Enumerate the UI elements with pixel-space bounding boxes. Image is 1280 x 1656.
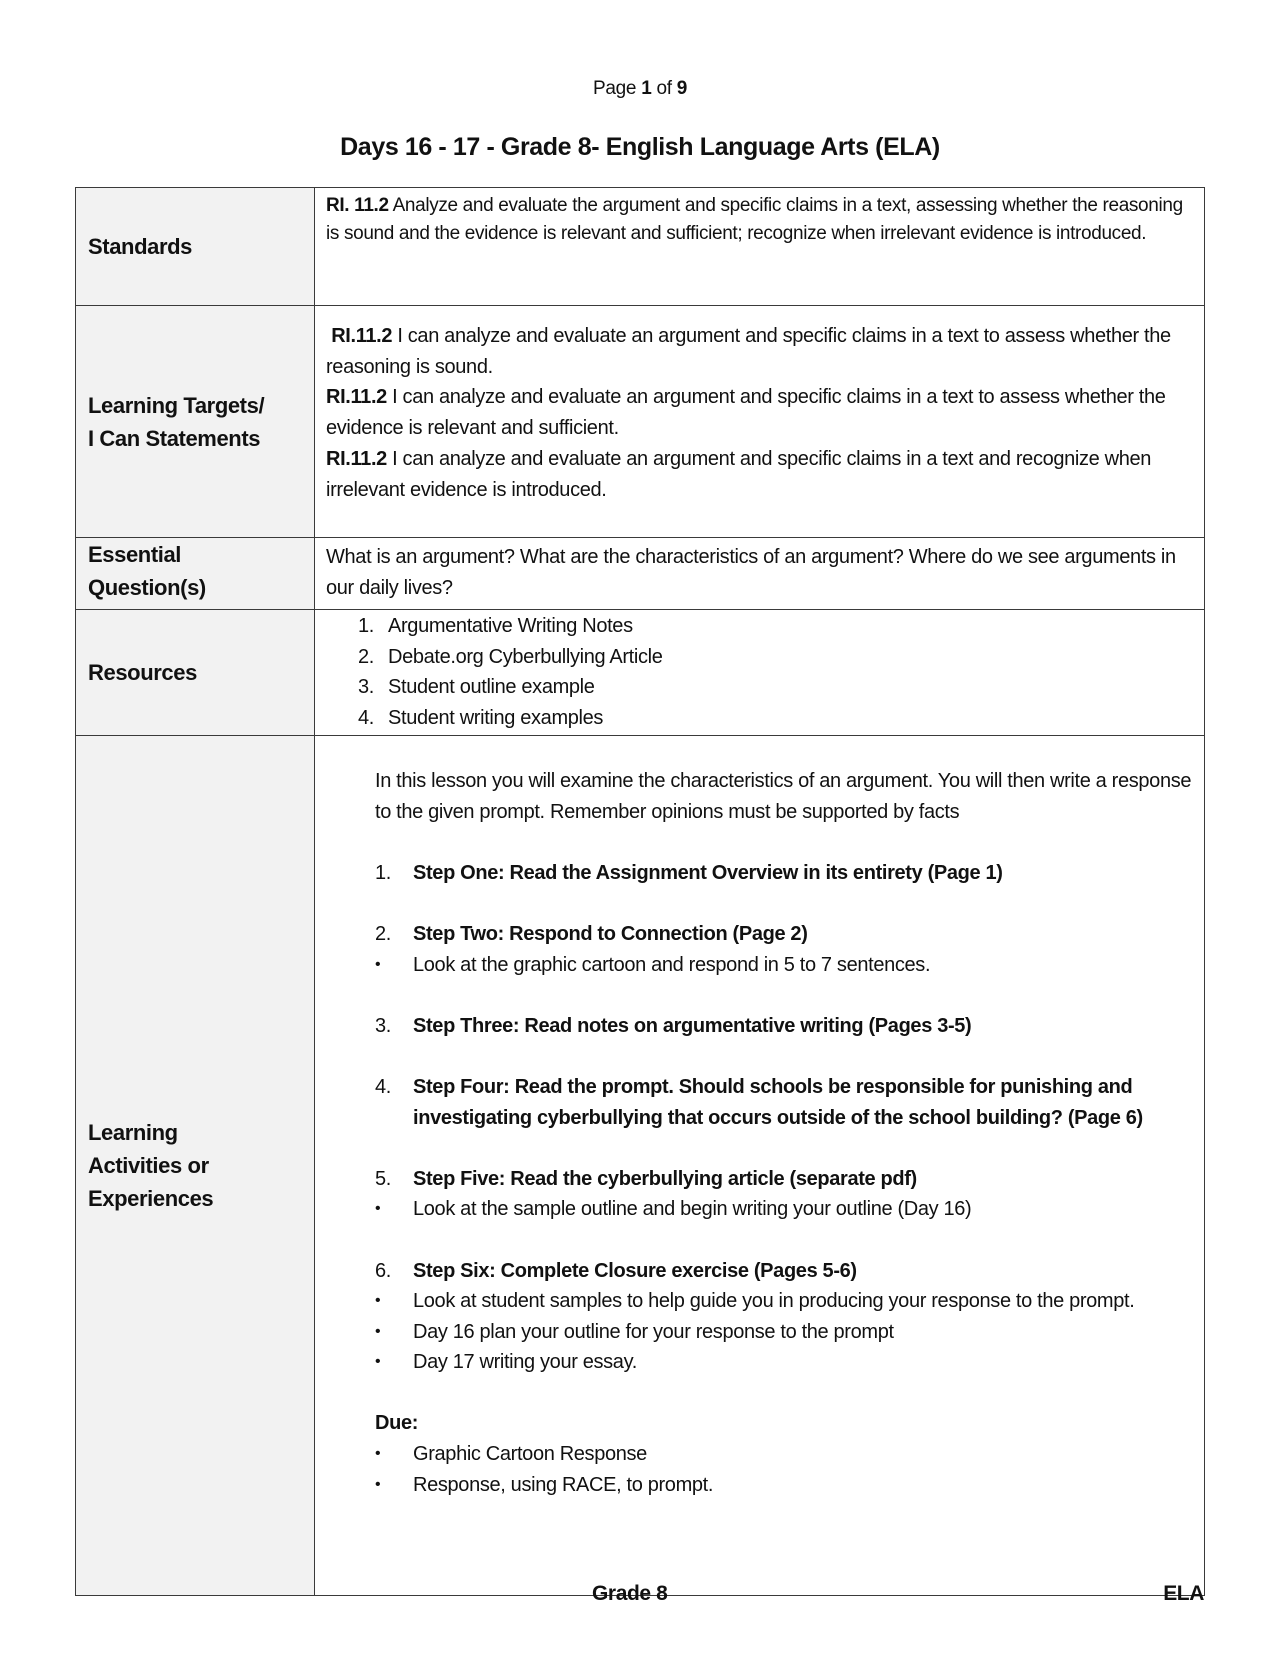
target-code: RI.11.2 bbox=[326, 447, 387, 470]
target-code: RI.11.2 bbox=[331, 325, 393, 347]
step-num: 4. bbox=[375, 1075, 391, 1098]
step-text: Step Five: Read the cyberbullying article (separate pdf) bbox=[413, 1167, 917, 1190]
bullet-icon: • bbox=[375, 1200, 381, 1218]
item-num: 1. bbox=[358, 615, 374, 637]
row-standards bbox=[76, 188, 1205, 306]
step-text: Step One: Read the Assignment Overview in its entirety (Page 1) bbox=[413, 861, 1003, 884]
resources-cell bbox=[315, 610, 1205, 736]
resource-item bbox=[326, 611, 1194, 642]
target-item bbox=[326, 382, 1194, 443]
item-num: 3. bbox=[358, 676, 374, 698]
label-line: Learning bbox=[88, 1120, 178, 1145]
bullet-icon: • bbox=[375, 1475, 381, 1493]
activities-cell bbox=[315, 736, 1205, 1596]
target-text: I can analyze and evaluate an argument and specific claims in a text and recognize when irrelevant evidence is introduced. bbox=[326, 447, 1152, 501]
step-num: 3. bbox=[375, 1014, 391, 1037]
footer-subject: ELA bbox=[1163, 1582, 1204, 1605]
step-num: 1. bbox=[375, 861, 391, 884]
target-code: RI.11.2 bbox=[326, 386, 387, 409]
bullet-text: Look at the sample outline and begin writing your outline (Day 16) bbox=[413, 1198, 972, 1221]
step-item bbox=[375, 1072, 1194, 1133]
step-item bbox=[375, 919, 1194, 950]
bullet-icon: • bbox=[375, 1445, 381, 1463]
item-text: Argumentative Writing Notes bbox=[388, 615, 633, 637]
target-text: I can analyze and evaluate an argument and specific claims in a text to assess whether the reasoning is sound. bbox=[326, 325, 1171, 378]
page-total: 9 bbox=[676, 78, 687, 99]
step-text: Step Six: Complete Closure exercise (Pages 5-6) bbox=[413, 1259, 857, 1282]
item-text: Debate.org Cyberbullying Article bbox=[388, 645, 663, 668]
due-item bbox=[375, 1470, 1194, 1501]
due-item bbox=[375, 1439, 1194, 1470]
bullet-text: Look at the graphic cartoon and respond in 5 to 7 sentences. bbox=[413, 953, 931, 976]
label-text: Resources bbox=[88, 660, 197, 685]
label-standards bbox=[76, 188, 315, 306]
label-line: I Can Statements bbox=[88, 425, 261, 451]
resource-item bbox=[326, 672, 1194, 703]
standard-code: RI. 11.2 bbox=[326, 195, 389, 216]
label-learning-targets bbox=[76, 306, 315, 538]
label-line: Experiences bbox=[88, 1186, 214, 1211]
standard-text: Analyze and evaluate the argument and specific claims in a text, assessing whether the reasoning is sound and the evidence is relevant and sufficient; recognize when irrelevant evidence is introduced. bbox=[326, 195, 1183, 244]
item-num: 4. bbox=[358, 706, 374, 729]
step-item bbox=[375, 1164, 1194, 1195]
page-current: 1 bbox=[641, 78, 652, 99]
learning-targets-cell bbox=[315, 306, 1205, 538]
item-text: Student writing examples bbox=[388, 706, 604, 729]
bullet-icon: • bbox=[375, 1322, 381, 1340]
step-item bbox=[375, 1011, 1194, 1042]
step-item bbox=[375, 858, 1194, 889]
bullet-text: Day 16 plan your outline for your response to the prompt bbox=[413, 1320, 894, 1343]
page-of: of bbox=[656, 78, 672, 99]
bullet-item bbox=[375, 1347, 1194, 1378]
bullet-icon: • bbox=[375, 1292, 381, 1310]
intro-paragraph: In this lesson you will examine the characteristics of an argument. You will then write a response to the given prompt. Remember opinions must be supported by facts bbox=[375, 770, 1192, 823]
bullet-item bbox=[375, 950, 1194, 981]
page-number bbox=[0, 78, 1280, 100]
step-text: Step Three: Read notes on argumentative writing (Pages 3-5) bbox=[413, 1014, 972, 1037]
bullet-item bbox=[375, 1194, 1194, 1225]
bullet-item bbox=[375, 1317, 1194, 1348]
row-activities bbox=[76, 736, 1205, 1596]
footer-grade: Grade 8 bbox=[592, 1582, 668, 1605]
bullet-icon: • bbox=[375, 955, 381, 973]
due-label: Due: bbox=[375, 1412, 419, 1435]
bullet-text: Day 17 writing your essay. bbox=[413, 1351, 637, 1374]
resource-item bbox=[326, 642, 1194, 673]
step-item bbox=[375, 1256, 1194, 1287]
bullet-icon: • bbox=[375, 1353, 381, 1371]
resource-item bbox=[326, 703, 1194, 734]
label-resources bbox=[76, 610, 315, 736]
step-text: Step Two: Respond to Connection (Page 2) bbox=[413, 922, 808, 945]
target-text: I can analyze and evaluate an argument and specific claims in a text to assess whether the evidence is relevant and sufficient. bbox=[326, 386, 1166, 440]
item-num: 2. bbox=[358, 645, 374, 668]
standards-cell bbox=[315, 188, 1205, 306]
row-resources bbox=[76, 610, 1205, 736]
resources-list bbox=[326, 611, 1194, 733]
label-activities bbox=[76, 736, 315, 1596]
bullet-text: Look at student samples to help guide you in producing your response to the prompt. bbox=[413, 1290, 1135, 1313]
label-text: Standards bbox=[88, 234, 192, 259]
step-num: 5. bbox=[375, 1167, 391, 1190]
row-learning-targets bbox=[76, 306, 1205, 538]
item-text: Student outline example bbox=[388, 676, 595, 698]
label-line: Question(s) bbox=[88, 575, 206, 600]
document-title: Days 16 - 17 - Grade 8- English Language Arts (ELA) bbox=[340, 133, 940, 161]
target-item bbox=[326, 321, 1194, 382]
due-text: Response, using RACE, to prompt. bbox=[413, 1473, 714, 1496]
bullet-item bbox=[375, 1286, 1194, 1317]
label-line: Essential bbox=[88, 542, 182, 567]
due-text: Graphic Cartoon Response bbox=[413, 1443, 647, 1466]
label-essential-questions bbox=[76, 538, 315, 610]
page-prefix: Page bbox=[593, 78, 637, 99]
target-item bbox=[326, 444, 1194, 505]
step-num: 6. bbox=[375, 1259, 391, 1282]
essential-questions-cell: What is an argument? What are the characteristics of an argument? Where do we see arguments in our daily lives? bbox=[315, 538, 1205, 610]
lesson-table bbox=[75, 187, 1205, 1596]
row-essential-questions bbox=[76, 538, 1205, 610]
label-line: Learning Targets/ bbox=[88, 392, 265, 418]
step-num: 2. bbox=[375, 922, 391, 945]
label-line: Activities or bbox=[88, 1153, 209, 1178]
step-text: Step Four: Read the prompt. Should schools be responsible for punishing and investigating cyberbullying that occurs outside of the school building? (Page 6) bbox=[413, 1075, 1143, 1129]
